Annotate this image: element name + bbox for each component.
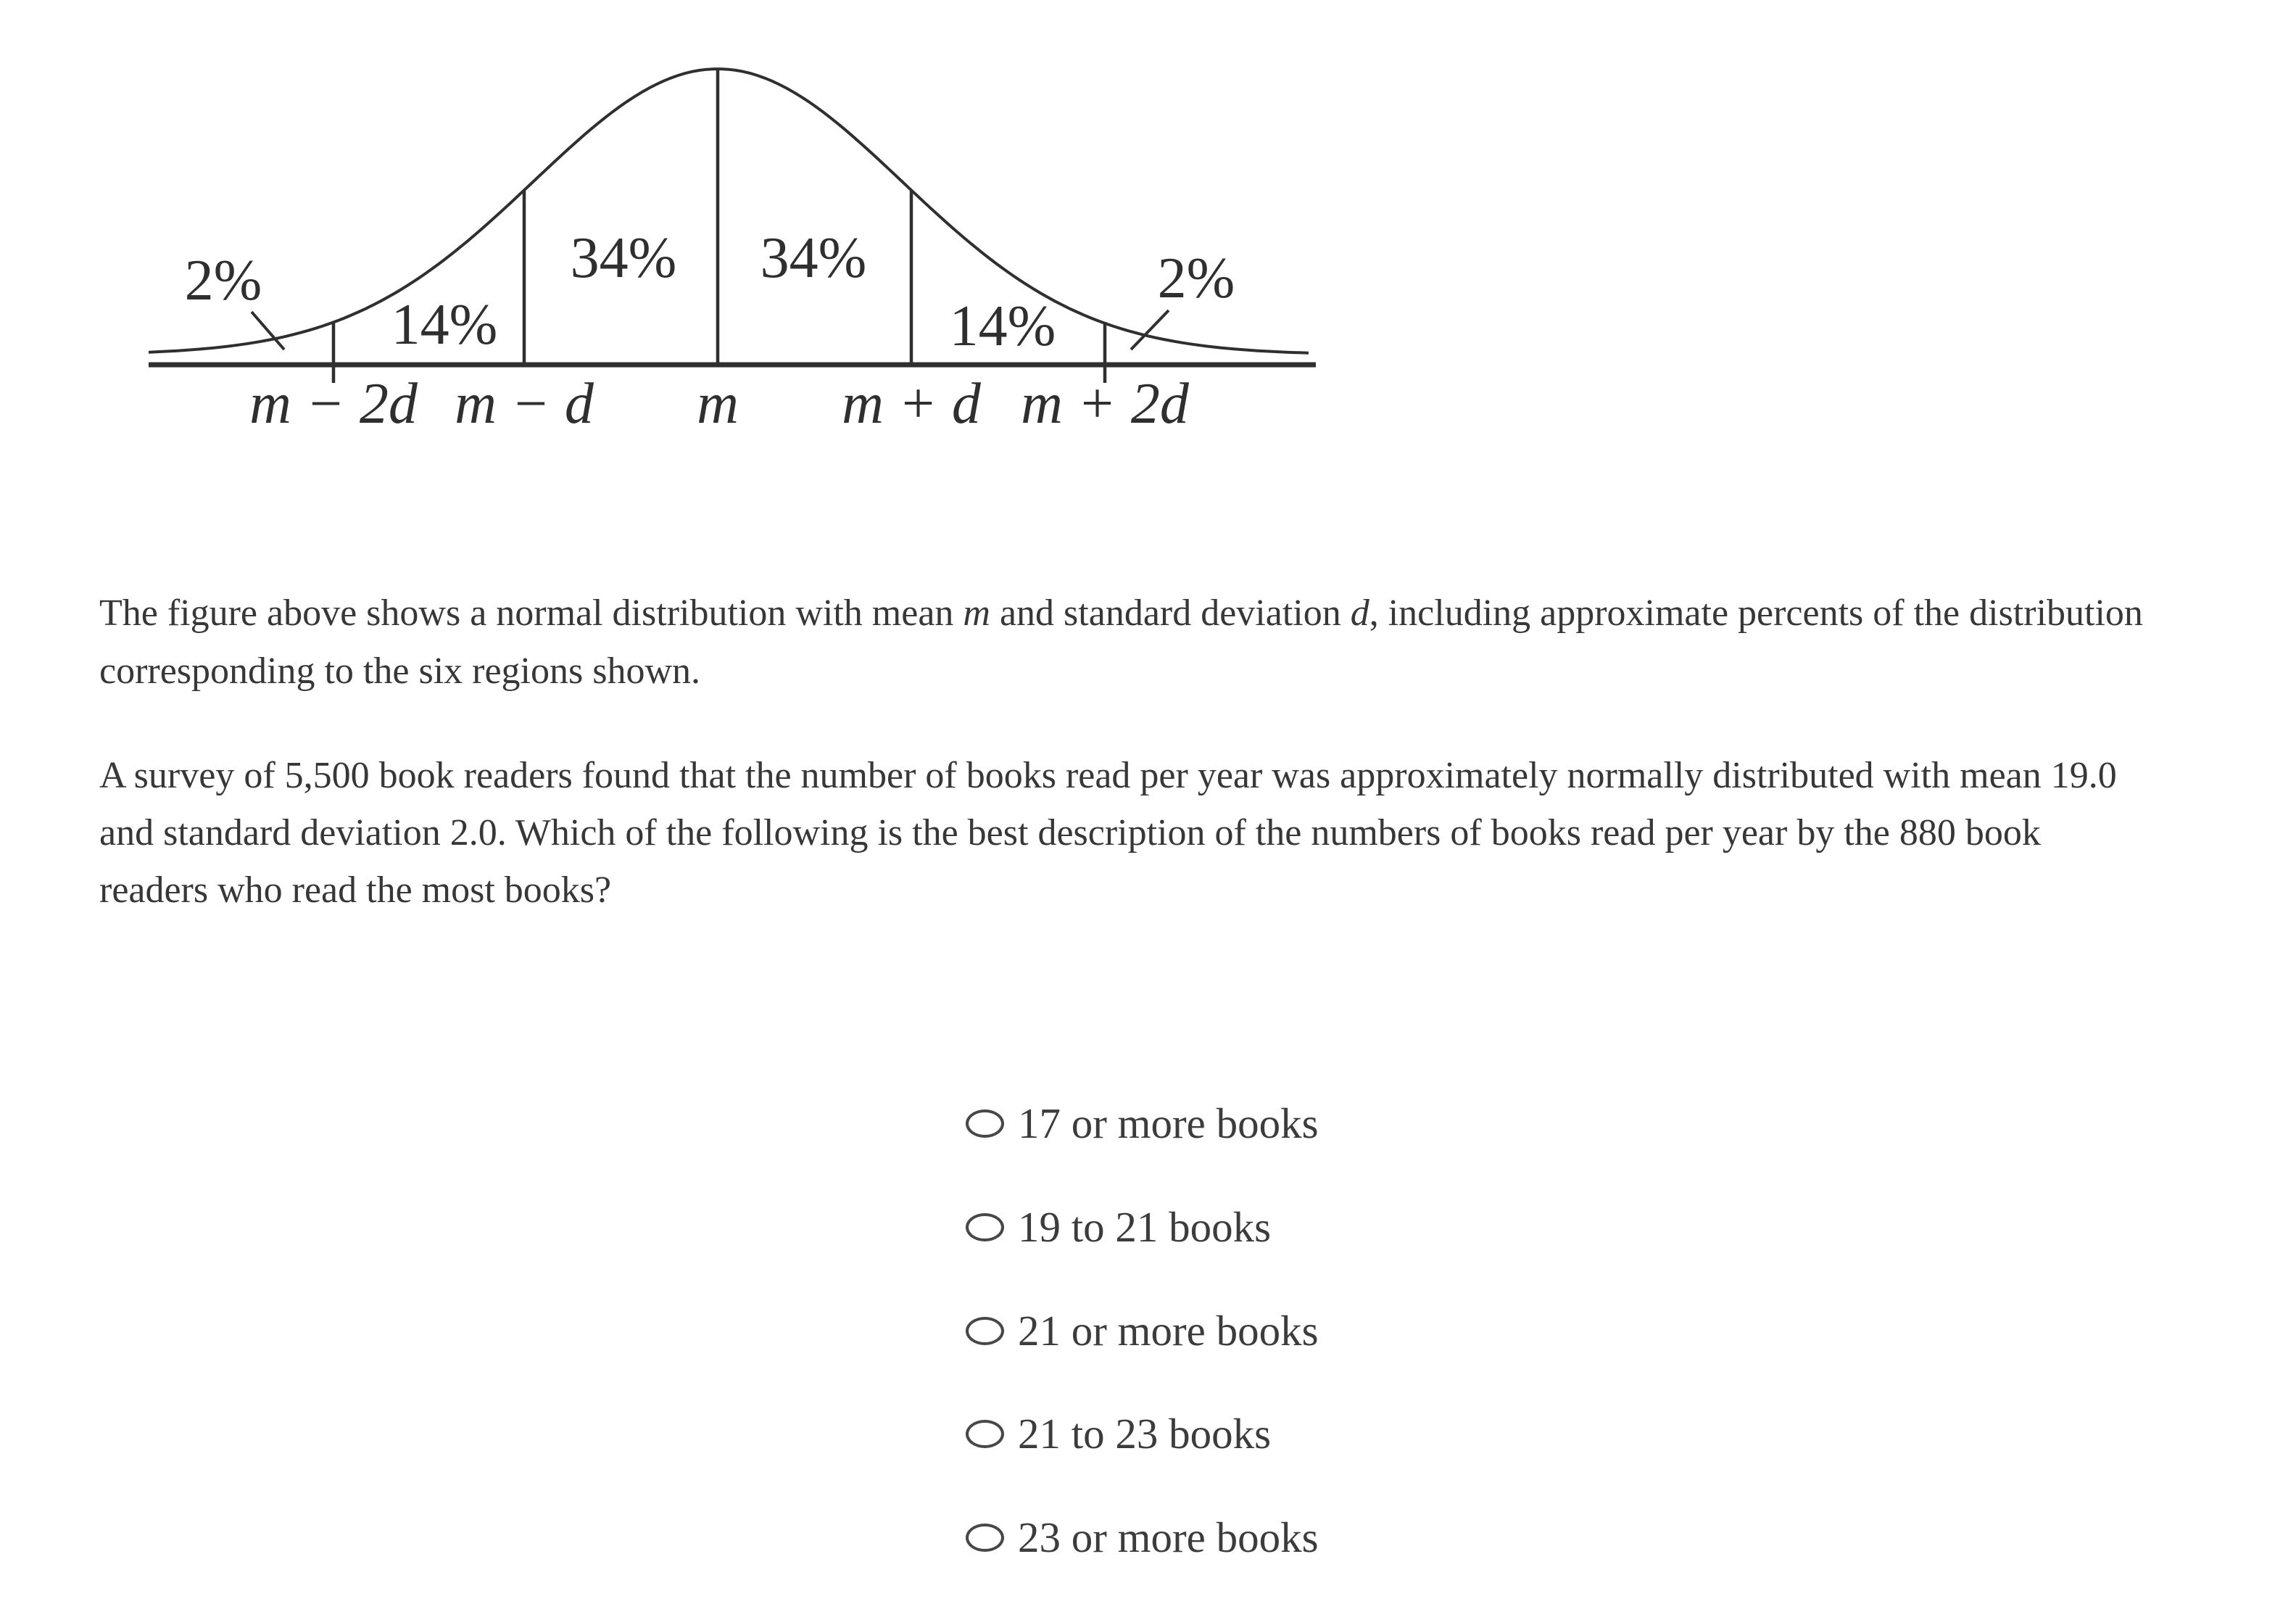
answer-option-label: 19 to 21 books [1018,1203,1272,1251]
answer-option-label: 21 to 23 books [1018,1410,1272,1458]
answer-option-label: 17 or more books [1018,1099,1319,1147]
answer-option-label: 23 or more books [1018,1513,1319,1561]
radio-button-icon[interactable] [966,1524,1004,1552]
percent-label-right-2: 2% [1157,247,1235,310]
sd-symbol: d [1350,592,1369,634]
axis-label-m-minus-d: m − d [455,372,594,436]
axis-label-m-plus-2d: m + 2d [1021,372,1189,436]
axis-label-m: m [697,372,739,436]
right-tail-leader-line [1131,310,1169,350]
percent-label-left-2: 2% [184,249,262,313]
intro-text-1: The figure above shows a normal distribution with mean [99,592,963,634]
normal-distribution-figure [0,0,1377,471]
percent-label-right-14: 14% [949,294,1056,358]
axis-label-m-minus-2d: m − 2d [249,372,418,436]
percent-label-right-34: 34% [760,226,867,290]
answer-option-2[interactable] [966,1205,1271,1249]
radio-button-icon[interactable] [966,1213,1004,1241]
question-line-2: and standard deviation 2.0. Which of the following is the best description of the numbers of books read per year by the 880 book [99,812,2041,853]
figure-description-paragraph [99,584,2245,700]
answer-option-5[interactable] [966,1513,1319,1561]
left-tail-leader-line [252,312,284,350]
question-paragraph [99,747,2245,919]
radio-button-icon[interactable] [966,1317,1004,1345]
answer-option-1[interactable] [966,1101,1319,1145]
intro-text-3: , including approximate percents of the distribution [1369,592,2143,634]
bell-curve-path [149,69,1309,353]
intro-text-2: and standard deviation [990,592,1351,634]
answer-option-label: 21 or more books [1018,1307,1319,1355]
question-line-1: A survey of 5,500 book readers found that the number of books read per year was approximately normally distributed with mean 19.0 [99,755,2117,796]
figure-description-line-1 [99,584,2245,642]
axis-label-m-plus-d: m + d [842,372,981,436]
radio-button-icon[interactable] [966,1109,1004,1138]
answer-option-4[interactable] [966,1410,1272,1458]
answer-option-3[interactable] [966,1307,1319,1355]
figure-description-line-2: corresponding to the six regions shown. [99,650,701,692]
question-line-3: readers who read the most books? [99,869,612,911]
percent-label-left-14: 14% [391,293,498,357]
radio-button-icon[interactable] [966,1420,1004,1448]
percent-label-left-34: 34% [570,226,677,290]
mean-symbol: m [963,592,990,634]
